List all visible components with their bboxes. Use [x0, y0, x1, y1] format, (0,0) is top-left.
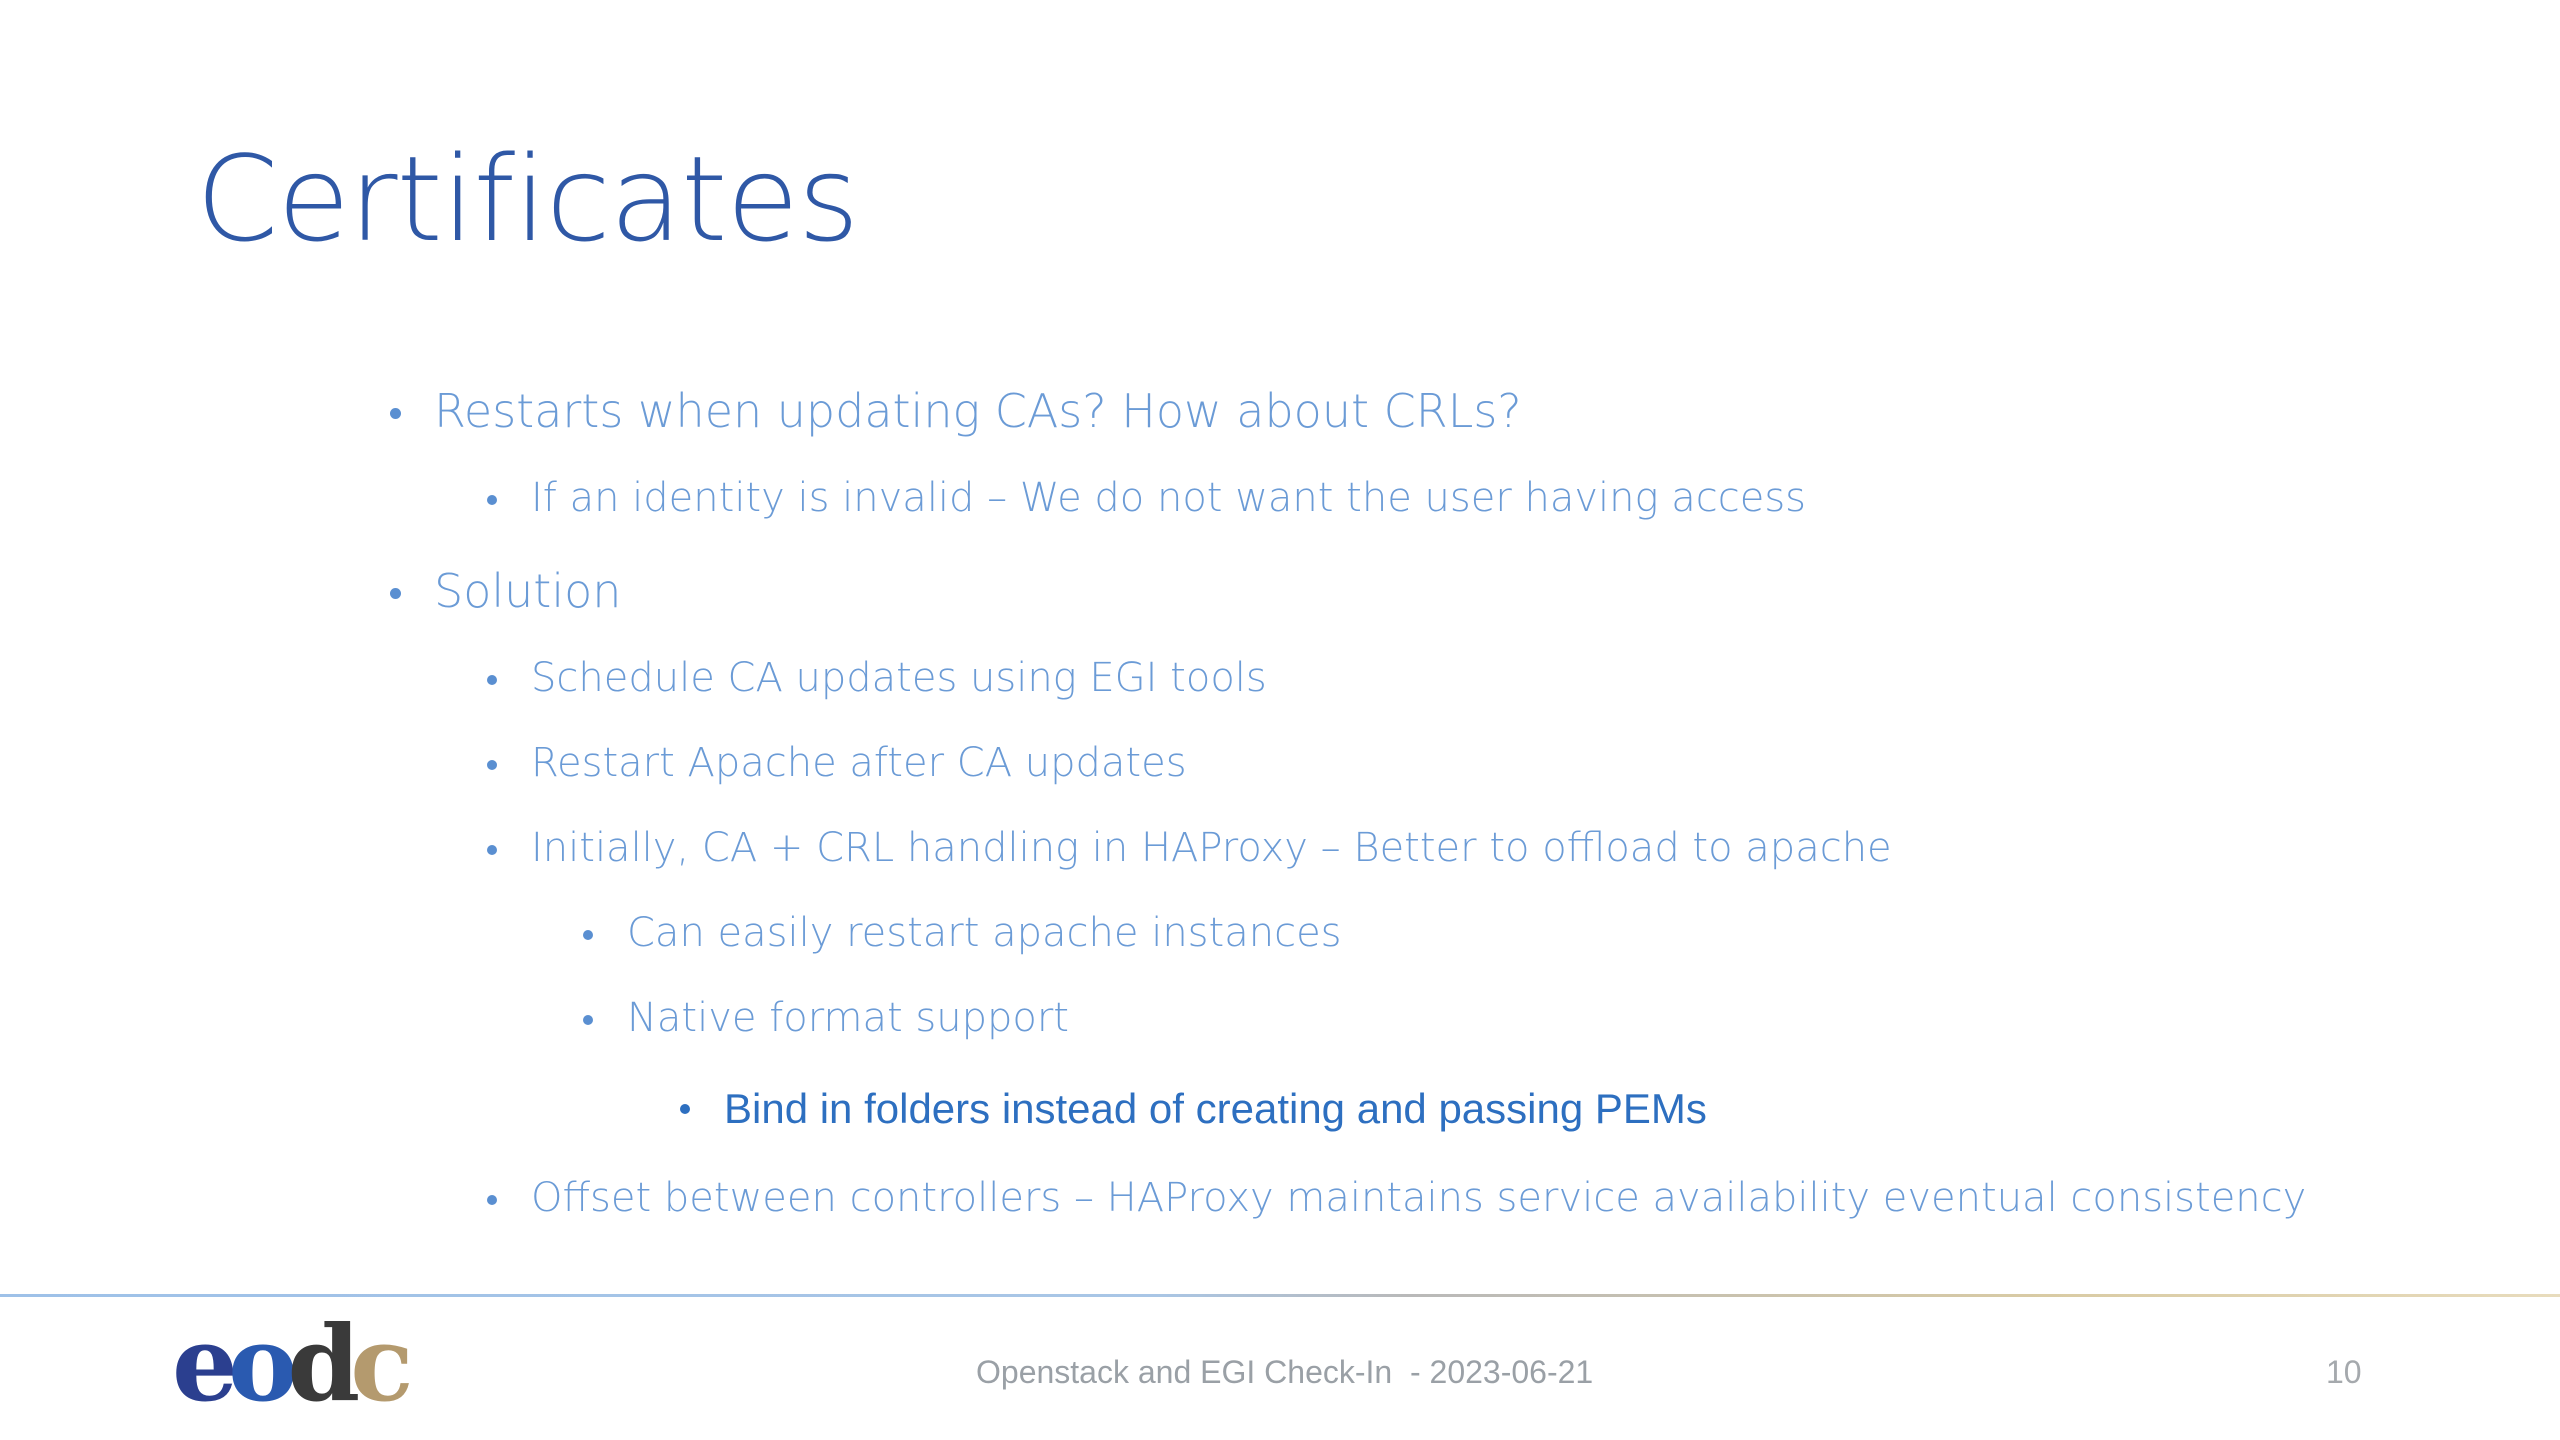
bullet-text: Native format support [627, 995, 1069, 1041]
bullet-text: Schedule CA updates using EGI tools [531, 655, 1267, 701]
bullet-text: Offset between controllers – HAProxy maintains service availability eventual consistency [531, 1175, 2307, 1221]
bullet-item [531, 1175, 2307, 1221]
eodc-logo [172, 1302, 404, 1425]
bullet-item [531, 740, 1187, 786]
bullet-item-highlight [724, 1085, 1707, 1132]
bullet-item [627, 910, 1342, 956]
bullet-dot-icon [390, 588, 401, 599]
footer-center-text: Openstack and EGI Check-In - 2023-06-21 [976, 1354, 1594, 1390]
bullet-item [627, 995, 1069, 1041]
page-number: 10 [2326, 1354, 2362, 1390]
bullet-item [434, 564, 622, 618]
bullet-dot-icon [487, 675, 497, 685]
bullet-item [531, 655, 1267, 701]
bullet-dot-icon [487, 495, 497, 505]
bullet-dot-icon [487, 760, 497, 770]
footer-divider [0, 1294, 2560, 1297]
bullet-text: Solution [434, 564, 622, 618]
bullet-dot-icon [487, 845, 497, 855]
bullet-text: Can easily restart apache instances [627, 910, 1342, 956]
svg-text:eodc: eodc [172, 1302, 404, 1425]
bullet-item [531, 825, 1892, 871]
bullet-text: Restart Apache after CA updates [531, 740, 1187, 786]
bullet-text: If an identity is invalid – We do not want the user having access [531, 475, 1806, 521]
bullet-dot-icon [583, 1015, 593, 1025]
bullet-text: Initially, CA + CRL handling in HAProxy – Better to offload to apache [531, 825, 1892, 871]
bullet-dot-icon [583, 930, 593, 940]
slide-title: Certificates [196, 130, 859, 268]
bullet-text: Restarts when updating CAs? How about CRLs? [434, 384, 1522, 438]
bullet-item [434, 384, 1522, 438]
bullet-text: Bind in folders instead of creating and passing PEMs [724, 1085, 1707, 1132]
bullet-item [531, 475, 1806, 521]
bullet-dot-icon [390, 408, 401, 419]
bullet-dot-icon [487, 1195, 497, 1205]
bullet-dot-icon [680, 1104, 690, 1114]
